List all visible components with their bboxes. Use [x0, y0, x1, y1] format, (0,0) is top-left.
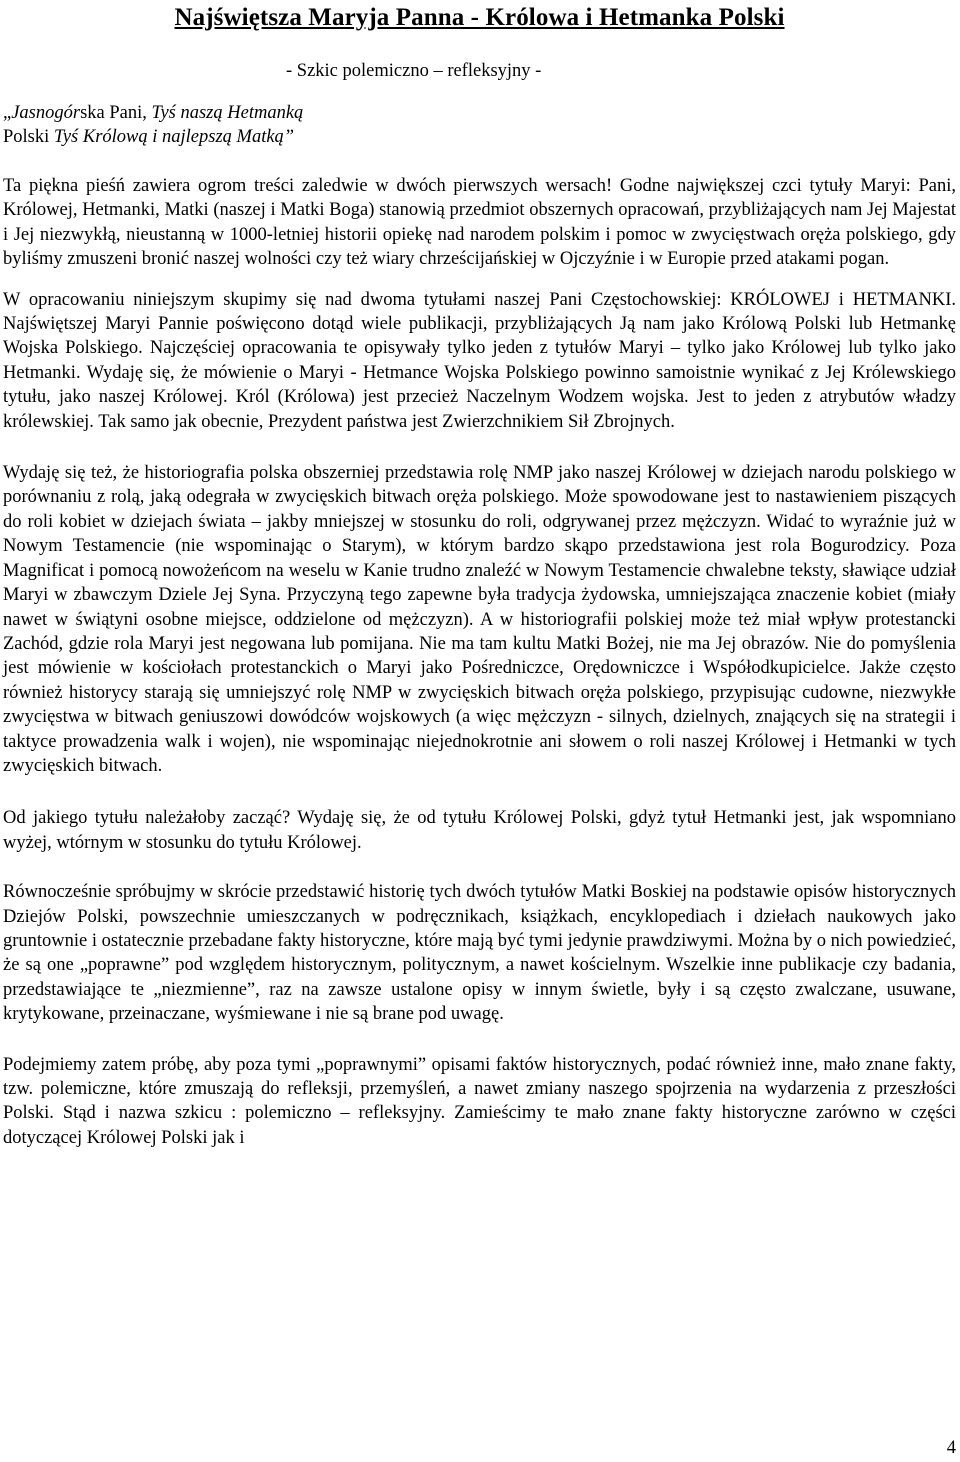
quote-line-1	[3, 101, 956, 125]
paragraph-2: W opracowaniu niniejszym skupimy się nad dwoma tytułami naszej Pani Częstochowskiej: KRÓLOWEJ i HETMANKI. Najświętszej Maryi Pannie poświęcono dotąd wiele publikacji, przybliżających Ją nam jako Królową Polski lub Hetmankę Wojska Polskiego. Najczęściej opracowania te opisywały tylko jeden z tytułów Maryi – tylko jako Królowej lub tylko jako Hetmanki. Wydaję się, że mówienie o Maryi - Hetmance Wojska Polskiego powinno samoistnie wynikać z Jej Królewskiego tytułu, jako naszej Królowej. Król (Królowa) jest przecież Naczelnym Wodzem wojska. Jest to jeden z atrybutów władzy królewskiej. Tak samo jak obecnie, Prezydent państwa jest Zwierzchnikiem Sił Zbrojnych.	[3, 289, 956, 432]
quote-line-2	[3, 125, 956, 149]
paragraph-5: Równocześnie spróbujmy w skrócie przedstawić historię tych dwóch tytułów Matki Boskiej na podstawie opisów historycznych Dziejów Polski, powszechnie umieszczanych w podręcznikach, książkach, encyklopediach i dziełach naukowych jako gruntownie i ostatecznie przebadane fakty historyczne, które mają być tymi jedynie prawdziwymi. Można by o nich powiedzieć, że są one „poprawne” pod względem historycznym, politycznym, a nawet kościelnym. Wszelkie inne publikacje czy badania, przedstawiające te „niezmienne”, raz na zawsze ustalone opisy w innym świetle, były i są często zwalczane, usuwane, krytykowane, przeinaczane, wyśmiewane i nie są brane pod uwagę.	[3, 882, 956, 1025]
document-title: Najświętsza Maryja Panna - Królowa i Hetmanka Polski	[174, 4, 785, 31]
paragraph-6: Podejmiemy zatem próbę, aby poza tymi „poprawnymi” opisami faktów historycznych, podać również inne, mało znane fakty, tzw. polemiczne, które zmuszają do refleksji, przemyśleń, a nawet zmiany naszego spojrzenia na wydarzenia z przeszłości Polski. Stąd i nazwa szkicu : polemiczno – refleksyjny. Zamieścimy te mało znane fakty historyczne zarówno w części dotyczącej Królowej Polski jak i	[3, 1054, 956, 1148]
quote-italic-c: Tyś Królową i najlepszą Matką”	[53, 127, 295, 147]
paragraph-4: Od jakiego tytułu należałoby zacząć? Wydaję się, że od tytułu Królowej Polski, gdyż tytuł Hetmanki jest, jak wspomniano wyżej, wtórnym w stosunku do tytułu Królowej.	[3, 808, 956, 853]
quote-italic-b: Tyś naszą Hetmanką	[151, 103, 304, 123]
document-subtitle: - Szkic polemiczno – refleksyjny -	[286, 61, 542, 81]
quote-open-mark: „	[3, 103, 12, 123]
paragraph-3: Wydaję się też, że historiografia polska obszerniej przedstawia rolę NMP jako naszej Królowej w dziejach narodu polskiego w porównaniu z rolą, jaką odegrała w zwycięskich bitwach oręża polskiego. Może spowodowane jest to nastawieniem piszących do roli kobiet w dziejach świata – jakby mniejszej w stosunku do roli, odgrywanej przez mężczyzn. Widać to wyraźnie już w Nowym Testamencie (nie wspominając o Starym), w którym bardzo skąpo przedstawiona jest rola Bogurodzicy. Poza Magnificat i pomocą nowożeńcom na weselu w Kanie trudno znaleźć w Nowym Testamencie chwalebne teksty, sławiące udział Maryi w zbawczym Dziele Jej Syna. Przyczyną tego zapewne była tradycja żydowska, umniejszająca znaczenie kobiet (miały nawet w świątyni osobne miejsce, oddzielone od mężczyzn). A w historiografii polskiej może też miał wpływ protestancki Zachód, gdzie rola Maryi jest negowana lub pomijana. Nie ma tam kultu Matki Bożej, nie ma Jej obrazów. Nie do pomyślenia jest mówienie w kościołach protestanckich o Maryi jako Pośredniczce, Orędowniczce i Współodkupicielce. Jakże często również historycy starają się umniejszyć rolę NMP w zwycięskich bitwach oręża polskiego, przypisując cudowne, niezwykłe zwycięstwa w bitwach geniuszowi dowódców wojskowych (a więc mężczyzn - silnych, dzielnych, znających się na strategii i taktyce prowadzenia walk i wojen), nie wspominając niejednokrotnie ani słowem o roli naszej Królowej i Hetmanki w tych zwycięskich bitwach.	[3, 463, 956, 776]
hymn-quote	[3, 101, 956, 149]
document-page	[3, 0, 956, 1150]
quote-plain-b: Polski	[3, 127, 54, 147]
paragraph-1: Ta piękna pieśń zawiera ogrom treści zaledwie w dwóch pierwszych wersach! Godne największej czci tytuły Maryi: Pani, Królowej, Hetmanki, Matki (naszej i Matki Boga) stanowią przedmiot obszernych opracowań, przybliżających nam Jej Majestat i Jej niezwykłą, nieustanną w 1000-letniej historii opiekę nad narodem polskim i pomoc w zwycięstwach oręża polskiego, gdy byliśmy zmuszeni bronić naszej wolności czy też wiary chrześcijańskiej w Ojczyźnie i w Europie przed atakami pogan.	[3, 176, 956, 270]
quote-italic-a: Jasnogór	[11, 103, 81, 123]
quote-plain-a: ska Pani,	[80, 103, 152, 123]
page-number: 4	[946, 1438, 956, 1458]
